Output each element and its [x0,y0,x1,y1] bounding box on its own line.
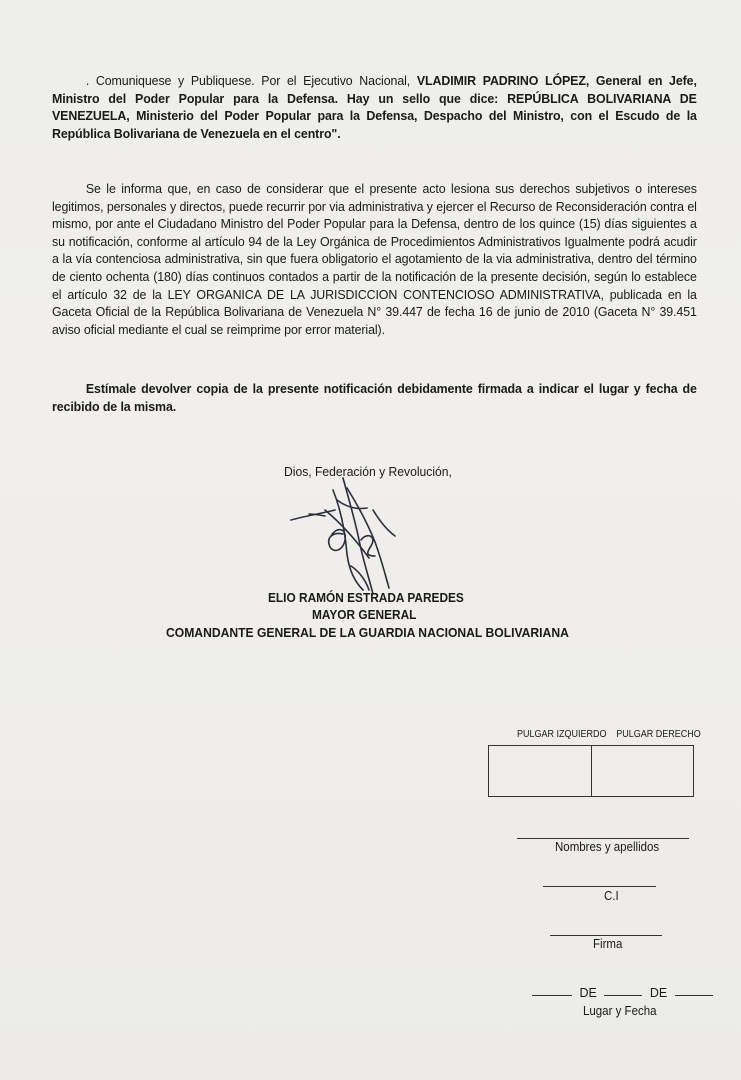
day-blank[interactable] [532,995,572,996]
closing-salutation: Dios, Federación y Revolución, [284,464,452,479]
year-blank[interactable] [675,995,713,996]
publication-paragraph [52,72,697,142]
publication-text: . Comuniquese y Publiquese. Por el Ejecutivo Nacional, [85,73,417,88]
names-label: Nombres y apellidos [555,840,660,854]
ci-signature-line[interactable] [543,886,656,887]
appeal-text: Se le informa que, en caso de considerar que el presente acto lesiona sus derechos subjetivos o intereses legitimos, personales y directos, puede recurrir por via administrativa y ejercer el Recurso de Reconsideración contra el mismo, por ante el Ciudadano Ministro del Poder Popular para la Defensa, dentro de los quince (15) días siguientes a su notificación, conforme al artículo 94 de la Ley Orgánica de Procedimientos Administrativos Igualmente podrá acudir a la vía contenciosa administrativa, sin que fuera obligatorio el agotamiento de la via administrativa, dentro del término de ciento ochenta (180) días continuos contados a partir de la notificación de la presente decisión, según lo establece el artículo 32 de la LEY ORGANICA DE LA JURISDICCION CONTENCIOSO ADMINISTRATIVA, publicada en la Gaceta Oficial de la República Bolivariana de Venezuela N° 39.447 de fecha 16 de junio de 2010 (Gaceta N° 39.451 aviso oficial mediante el cual se reimprime por error material). [52,181,697,337]
month-blank[interactable] [604,995,642,996]
signatory-title: COMANDANTE GENERAL DE LA GUARDIA NACIONAL BOLIVARIANA [166,625,569,640]
thumbprint-labels [517,729,701,740]
de-label-2: DE [649,986,668,1000]
right-thumb-label: PULGAR DERECHO [616,729,701,740]
signatory-name: ELIO RAMÓN ESTRADA PAREDES [268,590,464,605]
return-copy-paragraph [52,380,697,415]
firma-signature-line[interactable] [550,935,662,936]
signatory-rank: MAYOR GENERAL [312,607,417,622]
handwritten-signature-icon [285,470,425,600]
ci-label: C.I [604,889,619,903]
date-row [532,986,713,1000]
right-thumb-cell[interactable] [591,746,694,796]
names-signature-line[interactable] [517,838,689,839]
left-thumb-label: PULGAR IZQUIERDO [517,729,607,740]
return-copy-text: Estímale devolver copia de la presente notificación debidamente firmada a indicar el lugar y fecha de recibido de la misma. [52,381,697,414]
firma-label: Firma [593,937,623,951]
place-date-label: Lugar y Fecha [583,1004,657,1018]
thumbprint-box [488,745,694,797]
left-thumb-cell[interactable] [489,746,591,796]
appeal-paragraph [52,180,697,338]
publication-bold-text: VLADIMIR PADRINO LÓPEZ, General en Jefe, Ministro del Poder Popular para la Defensa. Hay un sello que dice: REPÚBLICA BOLIVARIANA DE VENEZUELA, Ministerio del Poder Popular para la Defensa, Despacho del Ministro, con el Escudo de la República Bolivariana de Venezuela en el centro". [52,73,697,141]
de-label-1: DE [579,986,597,1000]
